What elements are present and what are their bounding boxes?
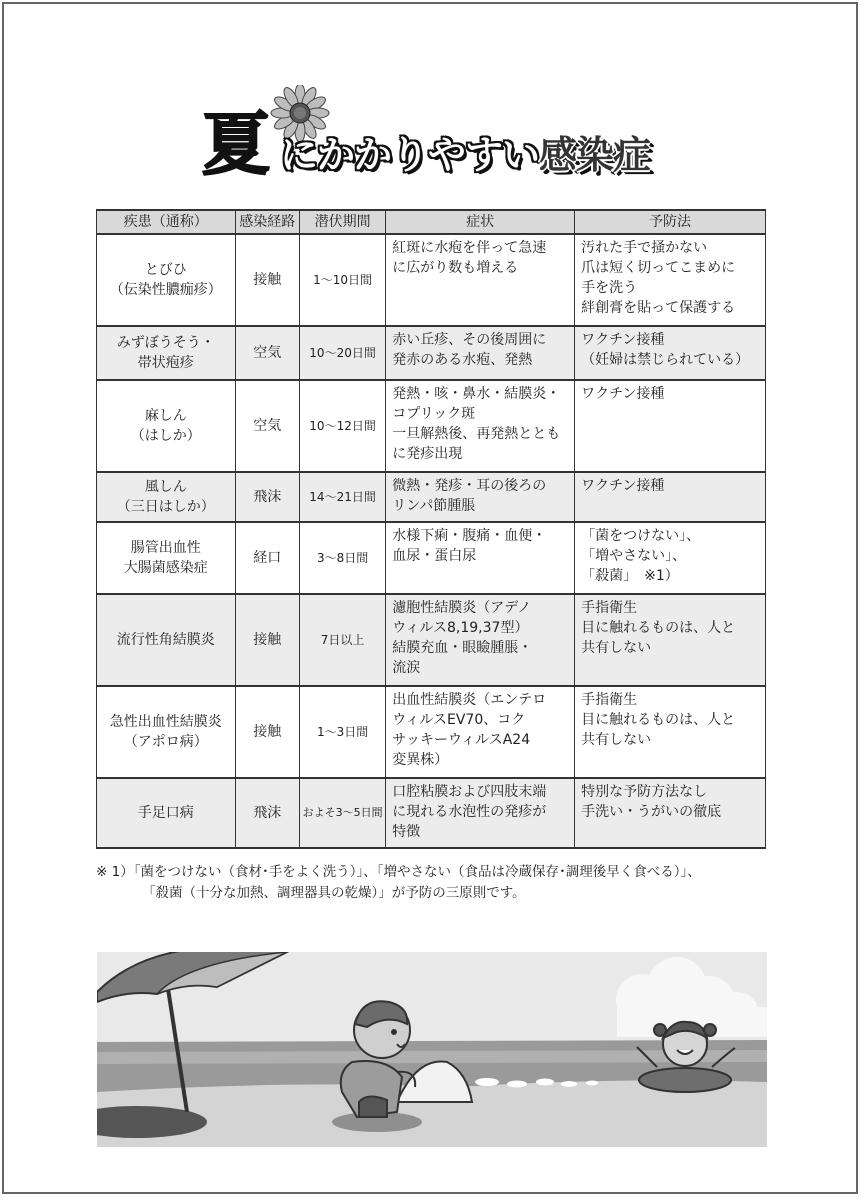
prevention: 「菌をつけない」、 「増やさない」、 「殺菌」 ※1）: [575, 522, 766, 594]
infection-route: 空気: [235, 380, 299, 472]
symptoms: 口腔粘膜および四肢末端 に現れる水泡性の発疹が 特徴: [386, 778, 575, 848]
table-header-row: [97, 210, 766, 234]
header-route: 感染経路: [235, 210, 299, 234]
symptoms: 微熱・発疹・耳の後ろの リンパ節腫脹: [386, 472, 575, 522]
table-row: [97, 594, 766, 686]
disease-name: 流行性角結膜炎: [97, 594, 236, 686]
prevention: ワクチン接種: [575, 472, 766, 522]
header-disease: 疾患（通称）: [97, 210, 236, 234]
header-period: 潜伏期間: [299, 210, 385, 234]
header-prevention: 予防法: [575, 210, 766, 234]
footnote-line-1: ※ 1）「菌をつけない（食材･手をよく洗う）」、「増やさない（食品は冷蔵保存･調理後早く食べる）」、: [96, 864, 701, 880]
prevention: 手指衛生 目に触れるものは、人と 共有しない: [575, 594, 766, 686]
incubation-period: 10～20日間: [299, 326, 385, 380]
infection-route: 飛沫: [235, 778, 299, 848]
disease-name: みずぼうそう・ 帯状疱疹: [97, 326, 236, 380]
table-row: [97, 326, 766, 380]
disease-name: とびひ （伝染性膿痂疹）: [97, 234, 236, 326]
incubation-period: 14～21日間: [299, 472, 385, 522]
symptoms: 赤い丘疹、その後周囲に 発赤のある水疱、発熱: [386, 326, 575, 380]
incubation-period: 1～10日間: [299, 234, 385, 326]
infection-route: 接触: [235, 594, 299, 686]
table-row: [97, 472, 766, 522]
infection-route: 飛沫: [235, 472, 299, 522]
symptoms: 紅斑に水疱を伴って急速 に広がり数も増える: [386, 234, 575, 326]
infection-route: 空気: [235, 326, 299, 380]
infection-route: 経口: [235, 522, 299, 594]
prevention: 汚れた手で掻かない 爪は短く切ってこまめに 手を洗う 絆創膏を貼って保護する: [575, 234, 766, 326]
infection-route: 接触: [235, 234, 299, 326]
header-symptoms: 症状: [386, 210, 575, 234]
symptoms: 出血性結膜炎（エンテロ ウィルスEV70、コク サッキーウィルスA24 変異株）: [386, 686, 575, 778]
prevention: ワクチン接種: [575, 380, 766, 472]
title-subtitle: [280, 125, 650, 185]
table-row: [97, 686, 766, 778]
footnote-line-2: 「殺菌（十分な加熱、調理器具の乾燥）」が予防の三原則です。: [142, 885, 526, 901]
beach-illustration: [97, 952, 767, 1147]
disease-name: 急性出血性結膜炎 （アポロ病）: [97, 686, 236, 778]
title-end-text: 感染症: [539, 133, 651, 177]
incubation-period: 7日以上: [299, 594, 385, 686]
table-row: [97, 380, 766, 472]
disease-name: 麻しん （はしか）: [97, 380, 236, 472]
footnote: [96, 862, 796, 904]
page-title: [200, 85, 670, 195]
prevention: 特別な予防方法なし 手洗い・うがいの徹底: [575, 778, 766, 848]
incubation-period: 3～8日間: [299, 522, 385, 594]
table-row: [97, 234, 766, 326]
symptoms: 濾胞性結膜炎（アデノ ウィルス8,19,37型） 結膜充血・眼瞼腫脹・ 流涙: [386, 594, 575, 686]
incubation-period: 1～3日間: [299, 686, 385, 778]
prevention: ワクチン接種 （妊婦は禁じられている）: [575, 326, 766, 380]
prevention: 手指衛生 目に触れるものは、人と 共有しない: [575, 686, 766, 778]
table-row: [97, 778, 766, 848]
disease-table: [96, 209, 766, 849]
disease-name: 腸管出血性 大腸菌感染症: [97, 522, 236, 594]
infection-route: 接触: [235, 686, 299, 778]
table-row: [97, 522, 766, 594]
disease-name: 風しん （三日はしか）: [97, 472, 236, 522]
symptoms: 水様下痢・腹痛・血便・ 血尿・蛋白尿: [386, 522, 575, 594]
symptoms: 発熱・咳・鼻水・結膜炎・ コプリック斑 一旦解熱後、再発熱ととも に発疹出現: [386, 380, 575, 472]
incubation-period: およそ3～5日間: [299, 778, 385, 848]
incubation-period: 10～12日間: [299, 380, 385, 472]
title-main-char: 夏: [202, 105, 271, 185]
disease-name: 手足口病: [97, 778, 236, 848]
title-rest-text: にかかりやすい: [280, 133, 540, 177]
